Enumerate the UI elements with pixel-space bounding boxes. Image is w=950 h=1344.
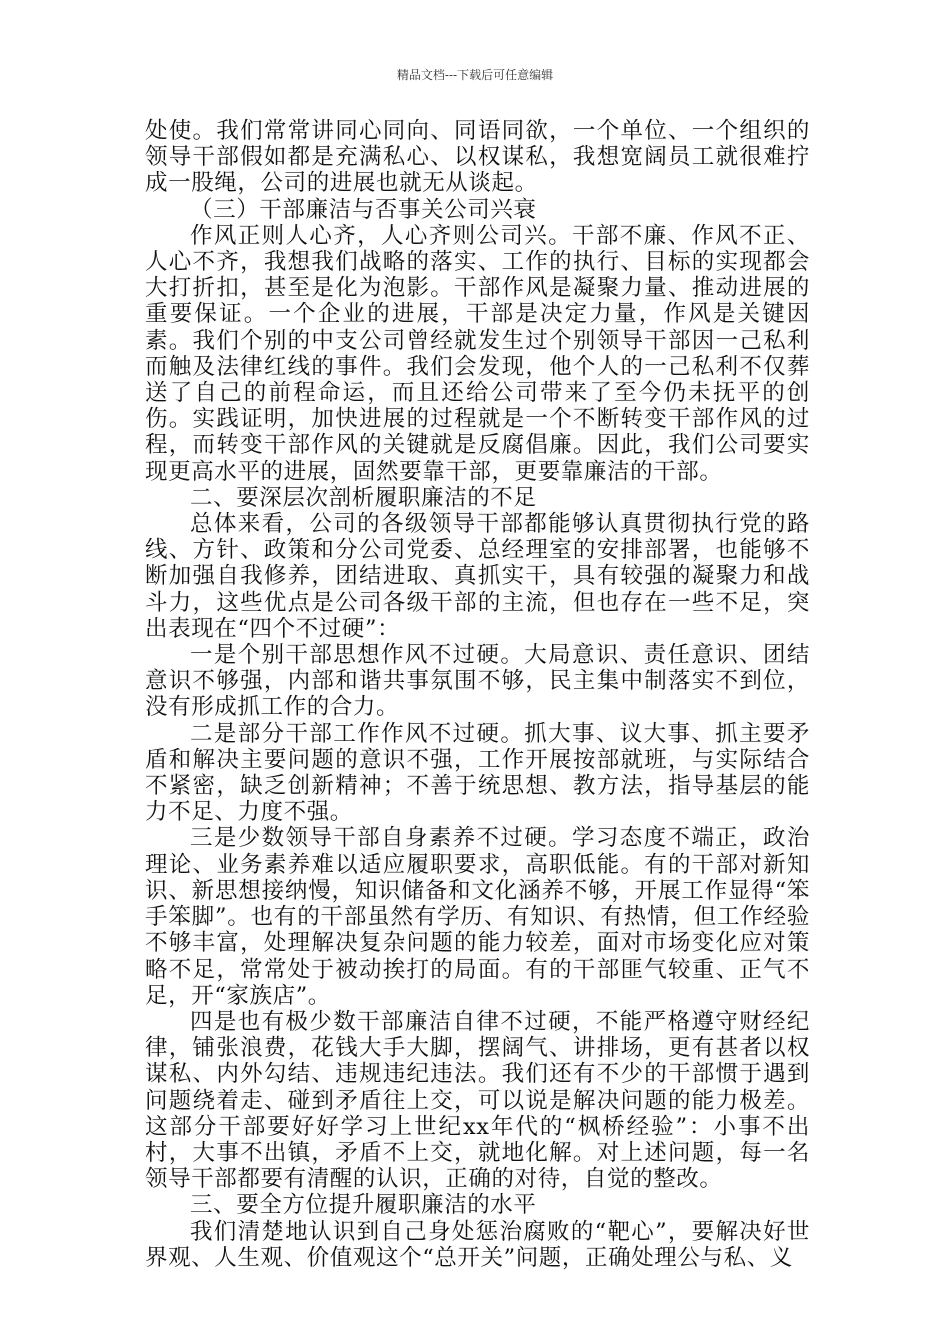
paragraph: 三是少数领导干部自身素养不过硬。学习态度不端正，政治理论、业务素养难以适应履职要求，高职低能。有的干部对新知识、新思想接纳慢，知识储备和文化涵养不够，开展工作显得“笨手笨脚”。也有的干部虽然有学历、有知识、有热情，但工作经验不够丰富，处理解决复杂问题的能力较差，面对市场变化应对策略不足，常常处于被动挨打的局面。有的干部匪气较重、正气不足，开“家族店”。 bbox=[145, 825, 810, 1009]
section-heading: 三、要全方位提升履职廉洁的水平 bbox=[190, 1192, 537, 1219]
paragraph: 一是个别干部思想作风不过硬。大局意识、责任意识、团结意识不够强，内部和谐共事氛围不够，民主集中制落实不到位，没有形成抓工作的合力。 bbox=[145, 642, 810, 721]
body-text bbox=[145, 118, 810, 1271]
section-heading: 二、要深层次剖析履职廉洁的不足 bbox=[190, 484, 537, 511]
paragraph: 处使。我们常常讲同心同向、同语同欲，一个单位、一个组织的领导干部假如都是充满私心、以权谋私，我想宽阔员工就很难拧成一股绳，公司的进展也就无从谈起。 bbox=[145, 118, 810, 197]
paragraph: 四是也有极少数干部廉洁自律不过硬，不能严格遵守财经纪律，铺张浪费，花钱大手大脚，摆阔气、讲排场，更有甚者以权谋私、内外勾结、违规违纪违法。我们还有不少的干部惯于遇到问题绕着走、碰到矛盾往上交，可以说是解决问题的能力极差。这部分干部要好好学习上世纪xx年代的“枫桥经验”：小事不出村，大事不出镇，矛盾不上交，就地化解。对上述问题，每一名领导干部都要有清醒的认识，正确的对待，自觉的整改。 bbox=[145, 1008, 810, 1193]
page-header: 精品文档---下载后可任意编辑 bbox=[396, 68, 554, 82]
paragraph: 作风正则人心齐，人心齐则公司兴。干部不廉、作风不正、人心不齐，我想我们战略的落实、工作的执行、目标的实现都会大打折扣，甚至是化为泡影。干部作风是凝聚力量、推动进展的重要保证。一个企业的进展，干部是决定力量，作风是关键因素。我们个别的中支公司曾经就发生过个别领导干部因一己私利而触及法律红线的事件。我们会发现，他个人的一己私利不仅葬送了自己的前程命运，而且还给公司带来了至今仍未抚平的创伤。实践证明，加快进展的过程就是一个不断转变干部作风的过程，而转变干部作风的关键就是反腐倡廉。因此，我们公司要实现更高水平的进展，固然要靠干部，更要靠廉洁的干部。 bbox=[145, 222, 810, 485]
paragraph: 总体来看，公司的各级领导干部都能够认真贯彻执行党的路线、方针、政策和分公司党委、总经理室的安排部署，也能够不断加强自我修养，团结进取、真抓实干，具有较强的凝聚力和战斗力，这些优点是公司各级干部的主流，但也存在一些不足，突出表现在“四个不过硬”： bbox=[145, 511, 810, 642]
paragraph: 二是部分干部工作作风不过硬。抓大事、议大事、抓主要矛盾和解决主要问题的意识不强，工作开展按部就班，与实际结合不紧密，缺乏创新精神；不善于统思想、教方法，指导基层的能力不足、力度不强。 bbox=[145, 720, 810, 826]
paragraph: 我们清楚地认识到自己身处惩治腐败的“靶心”，要解决好世界观、人生观、价值观这个“总开关”问题，正确处理公与私、义 bbox=[145, 1218, 810, 1271]
section-heading: （三）干部廉洁与否事关公司兴衰 bbox=[190, 196, 537, 223]
